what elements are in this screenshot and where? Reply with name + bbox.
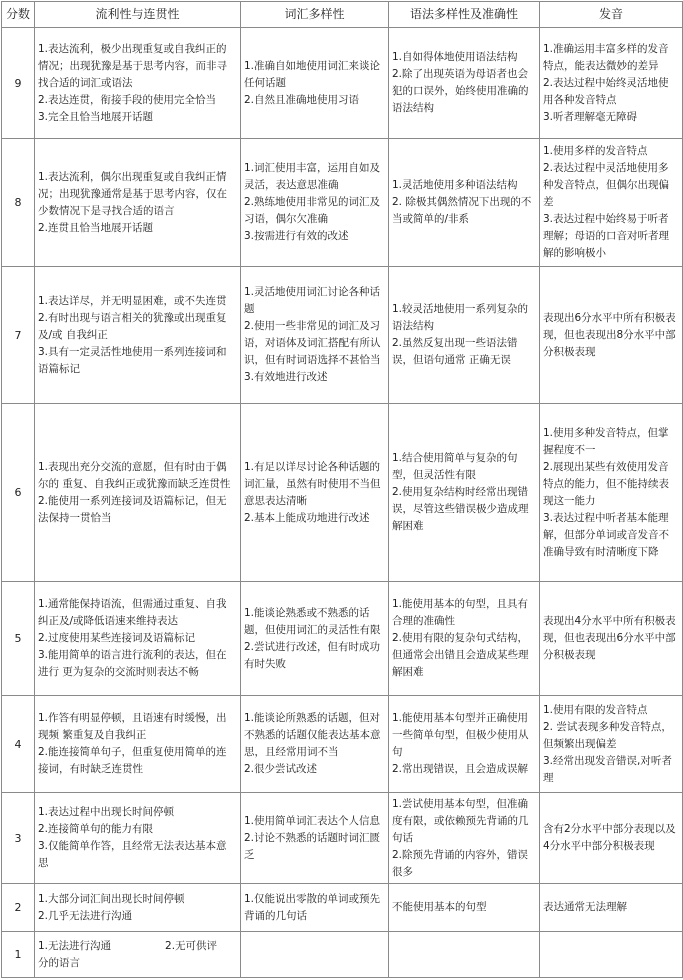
score-cell: 6 — [2, 404, 35, 582]
lexical-cell — [241, 932, 389, 978]
descriptor-line: 2.除了出现英语为母语者也会犯的口误外，始终使用准确的语法结构 — [392, 68, 529, 114]
descriptor-line: 2.有时出现与语言相关的犹豫或出现重复及/或 自我纠正 — [38, 311, 227, 341]
grammar-cell — [389, 404, 540, 582]
descriptor-line: 1.能使用基本的句型，且具有合理的准确性 — [392, 598, 529, 627]
lexical-cell — [241, 793, 389, 884]
descriptor-line: 1.词汇使用丰富，运用自如及灵活，表达意思准确 — [244, 162, 381, 191]
descriptor-line: 3.有效地进行改述 — [244, 371, 328, 383]
fluency-cell — [35, 932, 241, 978]
header-grammar: 语法多样性及准确性 — [389, 2, 540, 28]
descriptor-line: 表达通常无法理解 — [543, 901, 627, 913]
ielts-speaking-band-descriptors-table — [1, 1, 683, 978]
pronunciation-cell — [540, 932, 683, 978]
descriptor-line: 1.灵活地使用词汇讨论各种话题 — [244, 286, 381, 315]
descriptor-line: 2.能连接简单句子，但重复使用简单的连接词，有时缺乏连贯性 — [38, 746, 227, 775]
descriptor-line: 分的语言 — [38, 956, 80, 969]
header-fluency-coherence: 流利性与连贯性 — [35, 2, 241, 28]
score-cell: 8 — [2, 139, 35, 267]
lexical-cell — [241, 139, 389, 267]
table-row — [2, 28, 683, 139]
descriptor-line: 表现出4分水平中所有积极表现，但也表现出6分水平中部分积极表现 — [543, 615, 676, 661]
descriptor-line: 2.虽然反复出现一些语法错误，但语句通常 正确无误 — [392, 337, 518, 366]
score-cell: 1 — [2, 932, 35, 978]
descriptor-line: 2.连贯且恰当地展开话题 — [38, 221, 154, 234]
fluency-cell — [35, 267, 241, 404]
pronunciation-cell — [540, 404, 683, 582]
descriptor-line: 2.基本上能成功地进行改述 — [244, 511, 370, 524]
descriptor-line: 2.表达过程中灵活地使用多种发音特点，但偶尔出现偏差 — [543, 162, 669, 208]
descriptor-line: 2.展现出某些有效使用发音特点的能力，但不能持续表现这一能力 — [543, 460, 669, 507]
descriptor-line: 1.有足以详尽讨论各种话题的词汇量，虽然有时使用不当但意思表达清晰 — [244, 460, 381, 507]
lexical-cell — [241, 884, 389, 932]
header-lexical-resource: 词汇多样性 — [241, 2, 389, 28]
descriptor-line: 1.准确自如地使用词汇来谈论任何话题 — [244, 59, 381, 89]
pronunciation-cell — [540, 793, 683, 884]
score-cell: 4 — [2, 696, 35, 793]
grammar-cell — [389, 932, 540, 978]
header-score: 分数 — [2, 2, 35, 28]
descriptor-line: 3.具有一定灵活性地使用一系列连接词和语篇标记 — [38, 345, 227, 375]
descriptor-line: 2.表达过程中始终灵活地使用各种发音特点 — [543, 76, 669, 106]
descriptor-line: 2.过度使用某些连接词及语篇标记 — [38, 632, 196, 644]
pronunciation-cell — [540, 28, 683, 139]
fluency-cell — [35, 696, 241, 793]
descriptor-line: 2.尝试进行改述，但有时成功有时失败 — [244, 640, 381, 670]
lexical-cell — [241, 696, 389, 793]
descriptor-line: 3.经常出现发音错误,对听者理 — [543, 754, 672, 784]
descriptor-line: 1.作答有明显停顿，且语速有时缓慢，出现频 繁重复及自我纠正 — [38, 712, 227, 741]
descriptor-line: 2. 尝试表现多种发音特点，但频繁出现偏差 — [543, 720, 672, 750]
pronunciation-cell — [540, 696, 683, 793]
descriptor-line: 不能使用基本的句型 — [392, 901, 487, 913]
descriptor-part: 2.无可供评 — [165, 939, 218, 952]
score-cell: 7 — [2, 267, 35, 404]
pronunciation-cell — [540, 582, 683, 696]
descriptor-line: 1.表达流利，极少出现重复或自我纠正的情况；出现犹豫是基于思考内容，而非寻找合适的词汇或语法 — [38, 42, 227, 89]
descriptor-part: 1.无法进行沟通 — [38, 939, 112, 952]
pronunciation-cell — [540, 139, 683, 267]
descriptor-line: 1.准确运用丰富多样的发音特点，能表达微妙的差异 — [543, 42, 669, 72]
grammar-cell — [389, 884, 540, 932]
fluency-cell — [35, 884, 241, 932]
table-row — [2, 582, 683, 696]
lexical-cell — [241, 28, 389, 139]
table-row — [2, 404, 683, 582]
header-pronunciation: 发音 — [540, 2, 683, 28]
descriptor-line: 1.结合使用简单与复杂的句型，但灵活性有限 — [392, 452, 518, 481]
descriptor-line: 2.使用有限的复杂句式结构，但通常会出错且会造成某些理解困难 — [392, 632, 529, 678]
descriptor-line: 1.灵活地使用多种语法结构 — [392, 179, 518, 191]
descriptor-line: 1.能谈论熟悉或不熟悉的话题，但使用词汇的灵活性有限 — [244, 606, 381, 636]
grammar-cell — [389, 696, 540, 793]
descriptor-line: 3.按需进行有效的改述 — [244, 230, 349, 242]
header-row — [2, 2, 683, 28]
fluency-cell — [35, 404, 241, 582]
descriptor-line: 1.通常能保持语流，但需通过重复、自我纠正及/或降低语速来维持表达 — [38, 598, 227, 627]
descriptor-line: 1.仅能说出零散的单词或预先背诵的几句话 — [244, 892, 381, 922]
descriptor-line: 3.表达过程中始终易于听者理解；母语的口音对听者理解的影响极小 — [543, 213, 669, 259]
table-row — [2, 696, 683, 793]
descriptor-line: 2.连接简单句的能力有限 — [38, 823, 154, 835]
table-row — [2, 793, 683, 884]
descriptor-line: 1.使用有限的发音特点 — [543, 703, 648, 716]
descriptor-line: 3.表达过程中听者基本能理解，但部分单词或音发音不准确导致有时清晰度下降 — [543, 511, 669, 558]
descriptor-line: 3.完全且恰当地展开话题 — [38, 110, 154, 123]
descriptor-line: 1.表达详尽，并无明显困难，或不失连贯 — [38, 294, 227, 307]
lexical-cell — [241, 267, 389, 404]
descriptor-line: 2.常出现错误，且会造成误解 — [392, 763, 529, 775]
descriptor-line: 2.讨论不熟悉的话题时词汇匮乏 — [244, 831, 381, 861]
grammar-cell — [389, 793, 540, 884]
fluency-cell — [35, 139, 241, 267]
descriptor-line: 2.熟练地使用非常见的词汇及习语，偶尔欠准确 — [244, 196, 381, 225]
descriptor-line: 2.除预先背诵的内容外，错误很多 — [392, 848, 529, 878]
fluency-cell — [35, 793, 241, 884]
descriptor-line: 1.表现出充分交流的意愿，但有时由于偶尔的 重复、自我纠正或犹豫而缺乏连贯性 — [38, 460, 231, 490]
table-row — [2, 139, 683, 267]
descriptor-line: 1.能使用基本句型并正确使用一些简单句型，但极少使用从句 — [392, 712, 529, 758]
grammar-cell — [389, 267, 540, 404]
descriptor-line: 1.较灵活地使用一系列复杂的语法结构 — [392, 303, 529, 332]
descriptor-line: 2.使用一些非常见的词汇及习语，对语体及词汇搭配有所认识，但有时词语选择不甚恰当 — [244, 320, 381, 366]
descriptor-line: 1.尝试使用基本句型，但准确度有限，或依赖预先背诵的几句话 — [392, 797, 529, 844]
descriptor-line: 2.能使用一系列连接词及语篇标记，但无法保持一贯恰当 — [38, 494, 227, 524]
descriptor-line: 1.大部分词汇间出现长时间停顿 — [38, 892, 185, 905]
descriptor-line: 2.自然且准确地使用习语 — [244, 93, 360, 106]
descriptor-line: 3.听者理解毫无障碍 — [543, 110, 638, 123]
descriptor-line: 2.几乎无法进行沟通 — [38, 909, 133, 922]
descriptor-line: 含有2分水平中部分表现以及4分水平中部分积极表现 — [543, 823, 676, 852]
descriptor-line: 1.使用简单词汇表达个人信息 — [244, 814, 381, 827]
descriptor-line: 1.表达流利，偶尔出现重复或自我纠正情况；出现犹豫通常是基于思考内容，仅在少数情况下是寻找合适的语言 — [38, 170, 227, 217]
lexical-cell — [241, 582, 389, 696]
score-cell: 3 — [2, 793, 35, 884]
fluency-cell — [35, 582, 241, 696]
score-cell: 2 — [2, 884, 35, 932]
pronunciation-cell — [540, 267, 683, 404]
fluency-cell — [35, 28, 241, 139]
table-row — [2, 267, 683, 404]
grammar-cell — [389, 28, 540, 139]
descriptor-line: 1.使用多种发音特点，但掌握程度不一 — [543, 426, 669, 456]
descriptor-line — [38, 938, 237, 955]
descriptor-line: 2.很少尝试改述 — [244, 763, 318, 775]
descriptor-line: 2.使用复杂结构时经常出现错误，尽管这些错误极少造成理解困难 — [392, 486, 529, 532]
descriptor-line: 1.自如得体地使用语法结构 — [392, 51, 518, 63]
descriptor-line: 表现出6分水平中所有积极表现，但也表现出8分水平中部分积极表现 — [543, 311, 676, 358]
descriptor-line: 3.仅能简单作答，且经常无法表达基本意思 — [38, 840, 227, 869]
descriptor-line: 1.表达过程中出现长时间停顿 — [38, 806, 175, 818]
grammar-cell — [389, 139, 540, 267]
pronunciation-cell — [540, 884, 683, 932]
descriptor-line: 1.能谈论所熟悉的话题，但对不熟悉的话题仅能表达基本意思，且经常用词不当 — [244, 712, 381, 758]
table-row — [2, 932, 683, 978]
lexical-cell — [241, 404, 389, 582]
descriptor-line: 2. 除极其偶然情况下出现的不当或简单的/非系 — [392, 196, 532, 225]
descriptor-line: 2.表达连贯，衔接手段的使用完全恰当 — [38, 93, 217, 106]
descriptor-line: 3.能用简单的语言进行流利的表达，但在进行 更为复杂的交流时则表达不畅 — [38, 649, 227, 678]
grammar-cell — [389, 582, 540, 696]
descriptor-line: 1.使用多样的发音特点 — [543, 145, 648, 157]
score-cell: 5 — [2, 582, 35, 696]
table-row — [2, 884, 683, 932]
score-cell: 9 — [2, 28, 35, 139]
